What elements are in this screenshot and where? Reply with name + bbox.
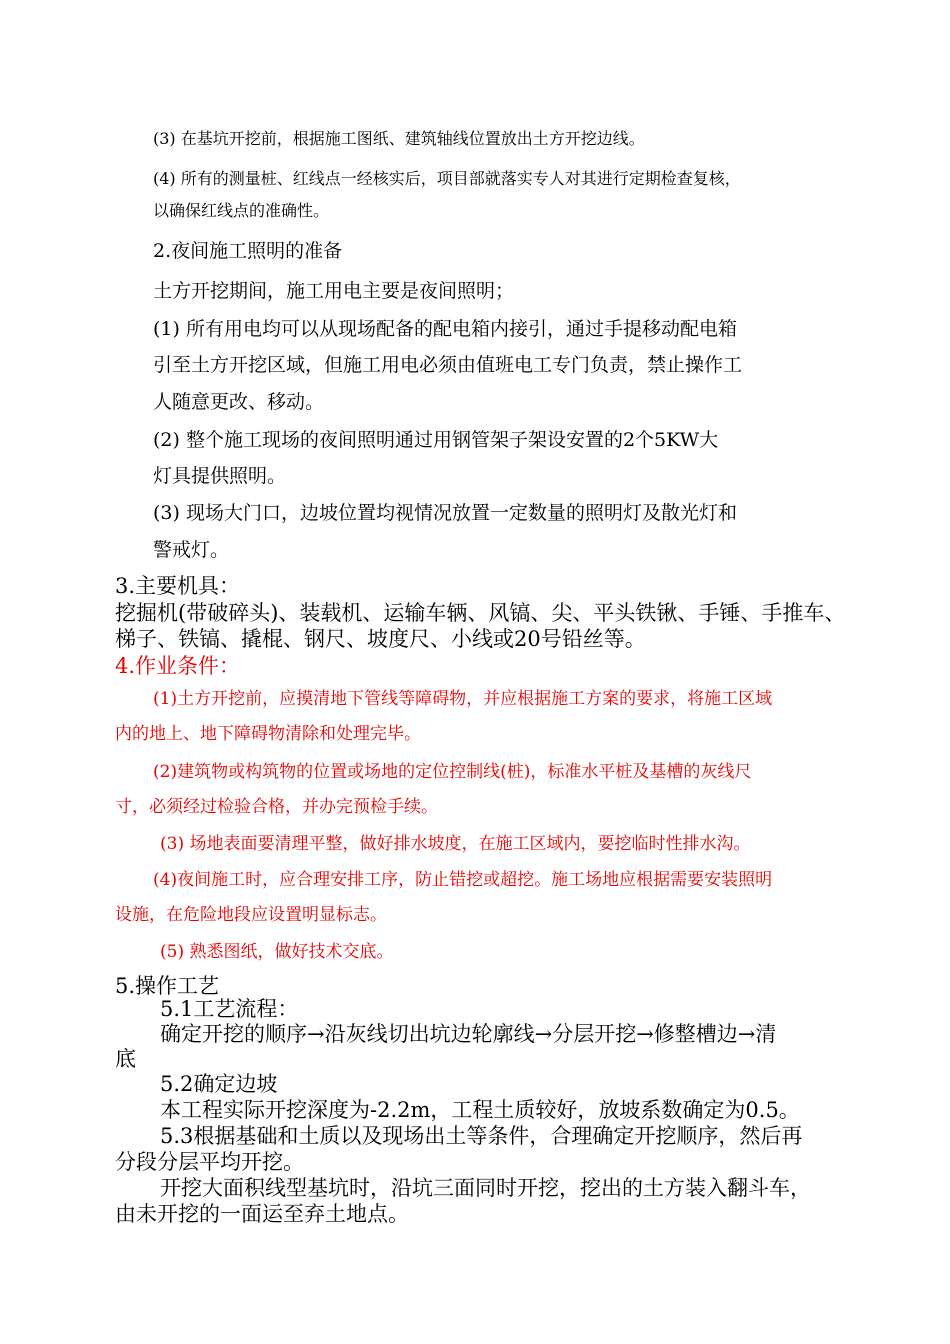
lighting-item-2-line-2: 灯具提供照明。 <box>153 465 287 487</box>
section-2-intro: 土方开挖期间，施工用电主要是夜间照明； <box>153 280 515 302</box>
section-5-2-heading: 5.2确定边坡 <box>160 1072 278 1096</box>
lighting-item-2-line-1: (2) 整个施工现场的夜间照明通过用钢管架子架设安置的2个5KW大 <box>153 429 719 451</box>
condition-4-line-2: 设施，在危险地段应设置明显标志。 <box>115 905 387 925</box>
section-3-heading: 3.主要机具： <box>115 574 241 598</box>
item-4-line-2: 以确保红线点的准确性。 <box>153 201 330 220</box>
slope-text: 本工程实际开挖深度为-2.2m，工程土质较好，放坡系数确定为0.5。 <box>160 1098 800 1122</box>
excavation-line-1: 开挖大面积线型基坑时，沿坑三面同时开挖，挖出的土方装入翻斗车， <box>160 1176 811 1200</box>
condition-5-text: (5) 熟悉图纸，做好技术交底。 <box>160 942 394 962</box>
item-3-text: (3) 在基坑开挖前，根据施工图纸、建筑轴线位置放出土方开挖边线。 <box>153 129 645 148</box>
lighting-item-1-line-1: (1) 所有用电均可以从现场配备的配电箱内接引，通过手提移动配电箱 <box>153 318 737 340</box>
condition-1-line-2: 内的地上、地下障碍物清除和处理完毕。 <box>115 724 421 744</box>
section-5-3-line-2: 分段分层平均开挖。 <box>115 1150 304 1174</box>
condition-2-line-2: 寸，必须经过检验合格，并办完预检手续。 <box>115 797 438 817</box>
lighting-item-3-line-2: 警戒灯。 <box>153 539 230 561</box>
section-5-1-heading: 5.1工艺流程： <box>160 997 299 1021</box>
process-flow-line-2: 底 <box>115 1047 136 1071</box>
section-2-heading: 2.夜间施工照明的准备 <box>153 240 343 262</box>
item-4-line-1: (4) 所有的测量桩、红线点一经核实后，项目部就落实专人对其进行定期检查复核， <box>153 169 741 188</box>
tools-line-2: 梯子、铁镐、撬棍、钢尺、坡度尺、小线或20号铅丝等。 <box>115 627 646 651</box>
lighting-item-1-line-3: 人随意更改、移动。 <box>153 391 325 413</box>
lighting-item-1-line-2: 引至土方开挖区域，但施工用电必须由值班电工专门负责，禁止操作工 <box>153 354 743 376</box>
condition-2-line-1: (2)建筑物或构筑物的位置或场地的定位控制线(桩)，标准水平桩及基槽的灰线尺 <box>153 762 752 782</box>
section-5-3-line-1: 5.3根据基础和土质以及现场出土等条件，合理确定开挖顺序，然后再 <box>160 1124 803 1148</box>
condition-1-line-1: (1)土方开挖前，应摸清地下管线等障碍物，并应根据施工方案的要求，将施工区域 <box>153 689 773 709</box>
tools-line-1: 挖掘机(带破碎头)、装载机、运输车辆、风镐、尖、平头铁锹、手锤、手推车、 <box>115 601 846 625</box>
section-4-heading: 4.作业条件： <box>115 654 241 678</box>
excavation-line-2: 由未开挖的一面运至弃土地点。 <box>115 1202 409 1226</box>
condition-4-line-1: (4)夜间施工时，应合理安排工序，防止错挖或超挖。施工场地应根据需要安装照明 <box>153 870 773 890</box>
condition-3-text: (3) 场地表面要清理平整，做好排水坡度，在施工区域内，要挖临时性排水沟。 <box>160 834 751 854</box>
process-flow-line-1: 确定开挖的顺序→沿灰线切出坑边轮廓线→分层开挖→修整槽边→清 <box>160 1022 777 1046</box>
lighting-item-3-line-1: (3) 现场大门口，边坡位置均视情况放置一定数量的照明灯及散光灯和 <box>153 502 737 524</box>
section-5-heading: 5.操作工艺 <box>115 974 220 998</box>
